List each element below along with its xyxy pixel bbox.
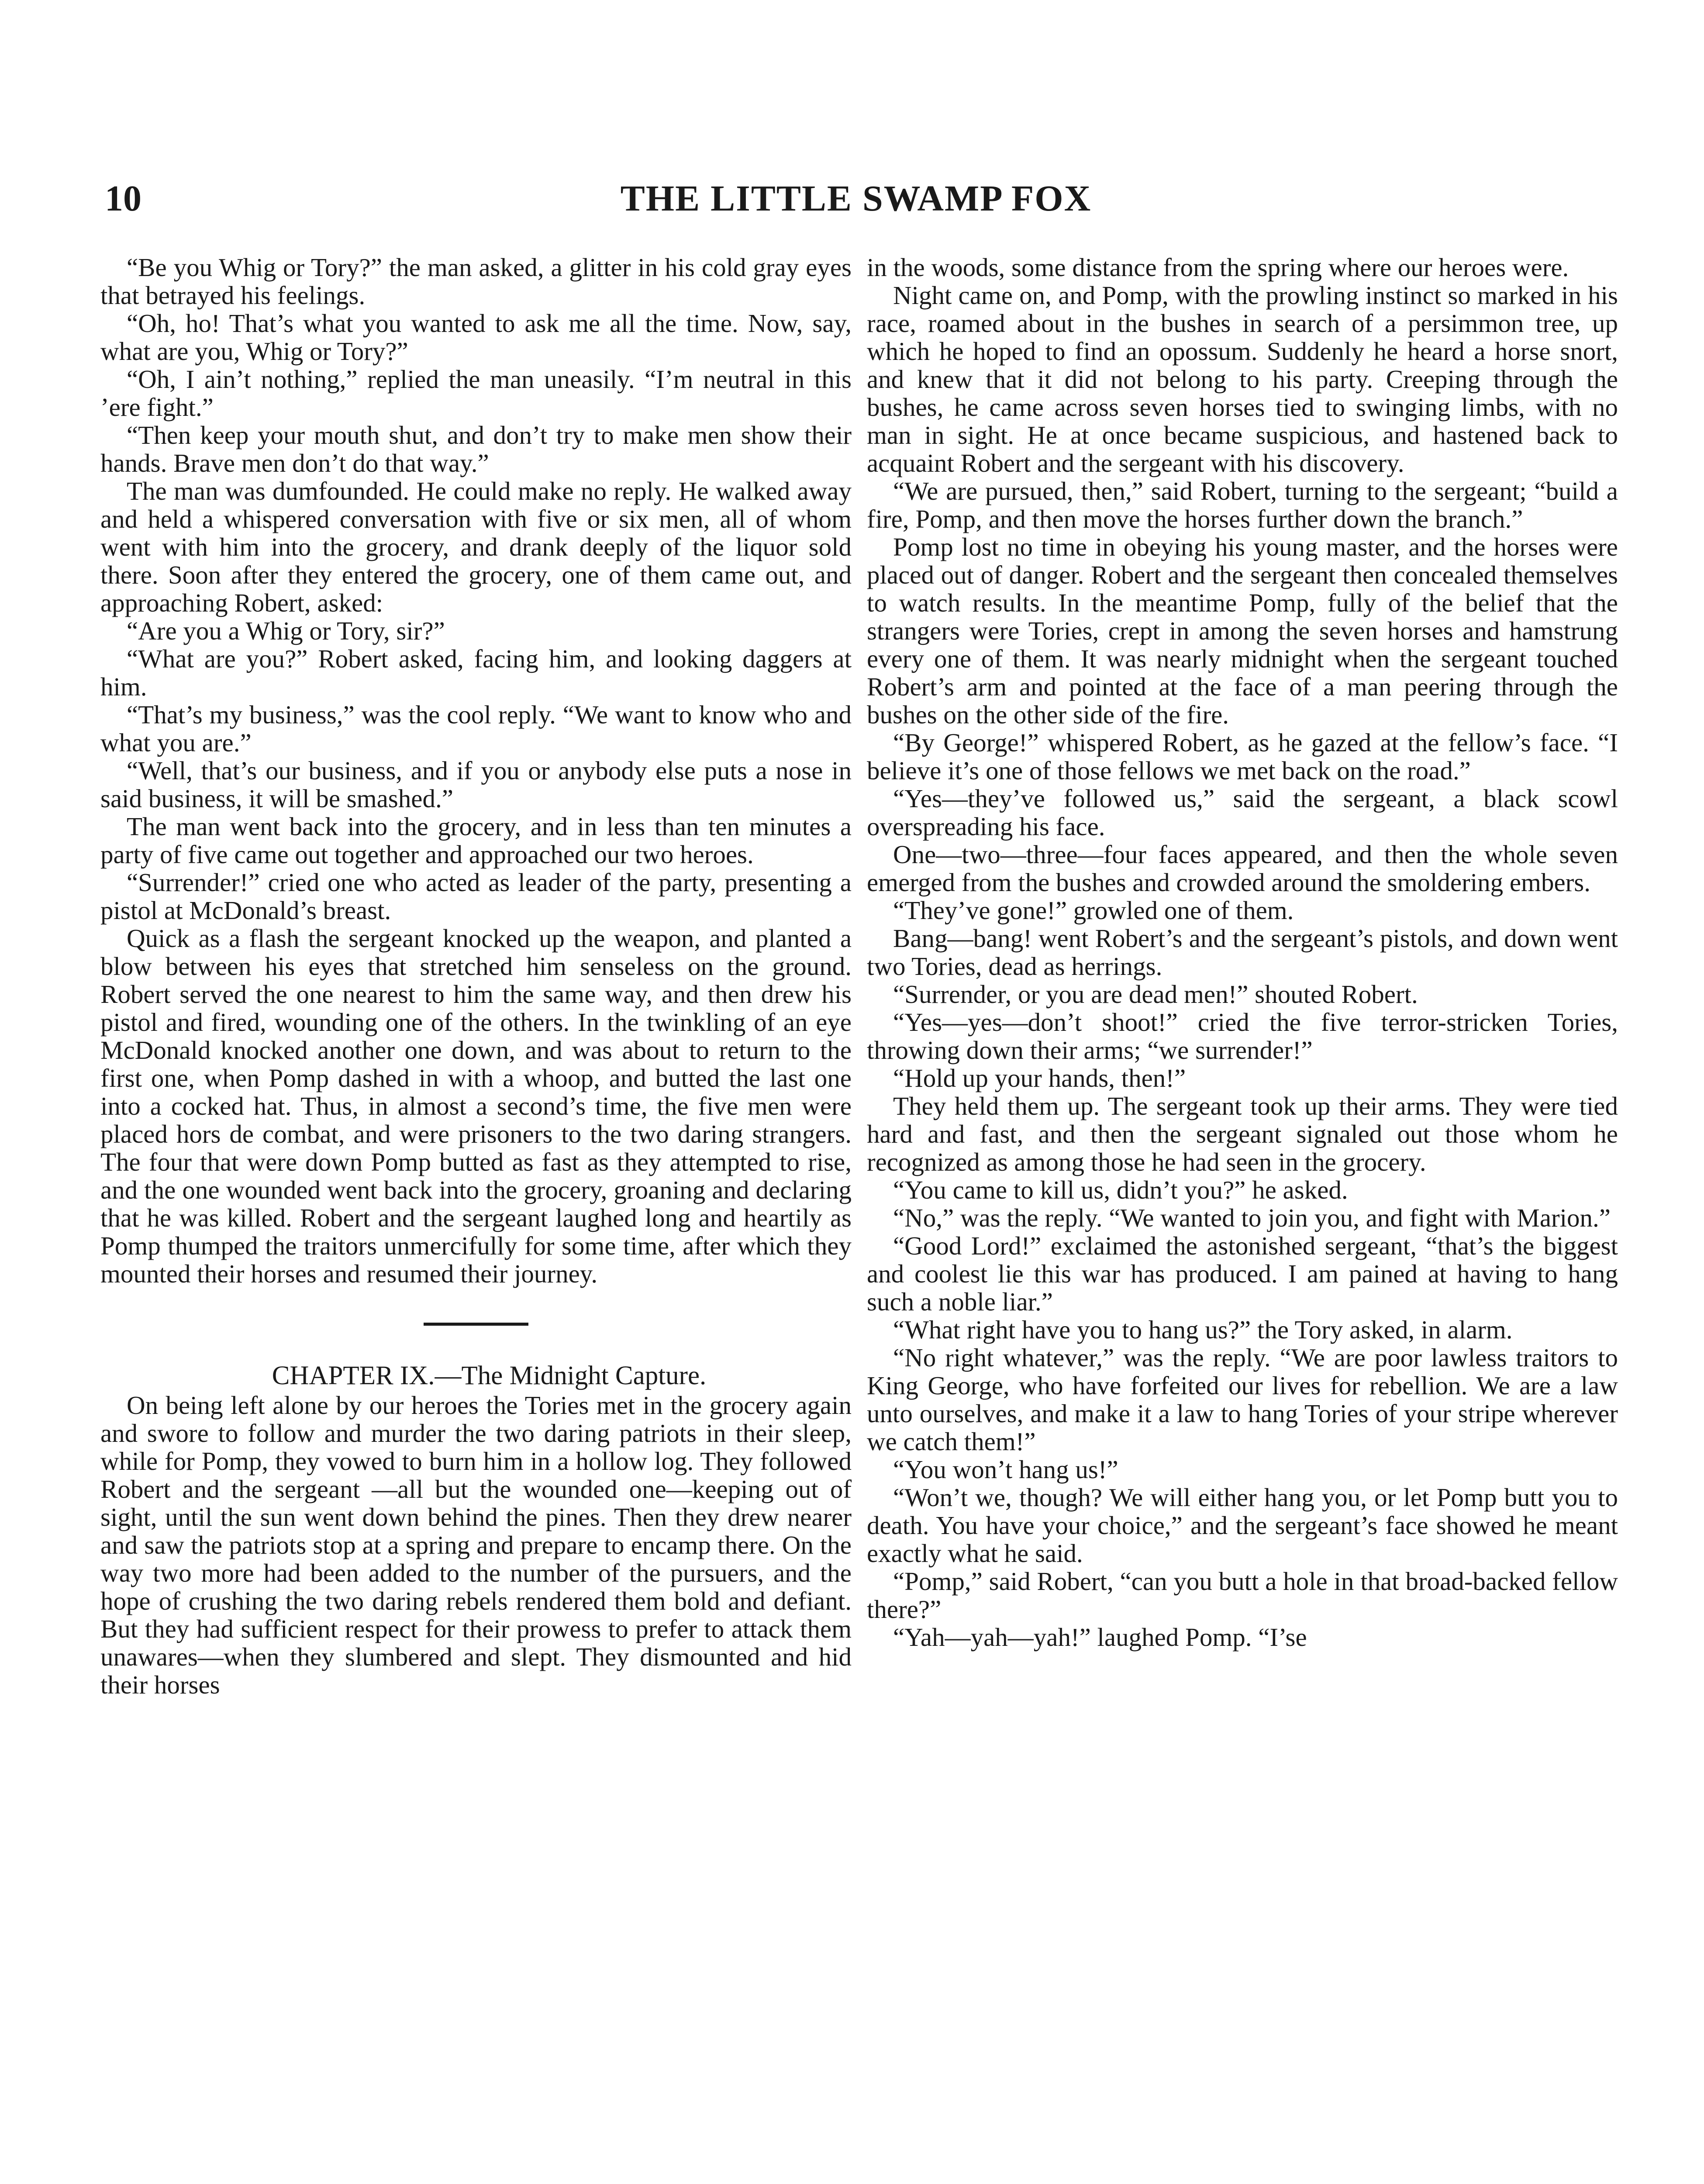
paragraph: “Oh, I ain’t nothing,” replied the man uneasily. “I’m neutral in this ’ere fight.” — [100, 365, 852, 422]
page-header — [105, 175, 1607, 223]
right-column — [867, 253, 1618, 1651]
paragraph: On being left alone by our heroes the Tories met in the grocery again and swore to follow and murder the two daring patriots in their sleep, while for Pomp, they vowed to burn him in a hollow log. They followed Robert and the sergeant —all but the wounded one—keeping out of sight, until the sun went down behind the pines. Then they drew nearer and saw the patriots stop at a spring and prepare to encamp there. On the way two more had been added to the number of the pursuers, and the hope of crushing the two daring rebels rendered them bold and defiant. But they had sufficient respect for their prowess to prefer to attack them unawares—when they slumbered and slept. They dismounted and hid their horses — [100, 1391, 852, 1699]
paragraph: “Hold up your hands, then!” — [893, 1064, 1186, 1092]
paragraph: “Are you a Whig or Tory, sir?” — [127, 616, 445, 645]
paragraph: in the woods, some distance from the spring where our heroes were. — [867, 253, 1569, 282]
paragraph: “No right whatever,” was the reply. “We are poor lawless traitors to King George, who have forfeited our lives for rebellion. We are a law unto ourselves, and make it a law to hang Tories of your stripe wherever we catch them!” — [867, 1343, 1618, 1456]
paragraph: “Won’t we, though? We will either hang you, or let Pomp butt you to death. You have your choice,” and the sergeant’s face showed he meant exactly what he said. — [867, 1483, 1618, 1568]
paragraph: “Surrender, or you are dead men!” shouted Robert. — [893, 980, 1418, 1009]
page-number: 10 — [105, 178, 141, 219]
paragraph: “What right have you to hang us?” the Tory asked, in alarm. — [893, 1315, 1513, 1344]
paragraph: “By George!” whispered Robert, as he gazed at the fellow’s face. “I believe it’s one of those fellows we met back on the road.” — [867, 728, 1618, 785]
running-title: THE LITTLE SWAMP FOX — [620, 178, 1092, 219]
paragraph: “Yes—yes—don’t shoot!” cried the five terror-stricken Tories, throwing down their arms; “we surrender!” — [867, 1008, 1618, 1064]
paragraph: Bang—bang! went Robert’s and the sergeant’s pistols, and down went two Tories, dead as herrings. — [867, 924, 1618, 981]
chapter-heading: CHAPTER IX.—The Midnight Capture. — [272, 1361, 707, 1390]
paragraph: “That’s my business,” was the cool reply. “We want to know who and what you are.” — [100, 700, 852, 757]
paragraph: The man was dumfounded. He could make no reply. He walked away and held a whispered conversation with five or six men, all of whom went with him into the grocery, and drank deeply of the liquor sold there. Soon after they entered the grocery, one of them came out, and approaching Robert, asked: — [100, 477, 852, 617]
left-column — [100, 253, 852, 1699]
chapter-divider-rule — [424, 1323, 528, 1326]
paragraph: Quick as a flash the sergeant knocked up the weapon, and planted a blow between his eyes that stretched him senseless on the ground. Robert served the one nearest to him the same way, and then drew his pistol and fired, wounding one of the others. In the twinkling of an eye McDonald knocked another one down, and was about to return to the first one, when Pomp dashed in with a whoop, and butted the last one into a cocked hat. Thus, in almost a second’s time, the five men were placed hors de combat, and were prisoners to the two daring strangers. The four that were down Pomp butted as fast as they attempted to rise, and the one wounded went back into the grocery, groaning and declaring that he was killed. Robert and the sergeant laughed long and heartily as Pomp thumped the traitors unmercifully for some time, after which they mounted their horses and resumed their journey. — [100, 924, 852, 1288]
paragraph: “Be you Whig or Tory?” the man asked, a glitter in his cold gray eyes that betrayed his feelings. — [100, 253, 852, 310]
paragraph: They held them up. The sergeant took up their arms. They were tied hard and fast, and then the sergeant signaled out those whom he recognized as among those he had seen in the grocery. — [867, 1092, 1618, 1176]
paragraph: “Pomp,” said Robert, “can you butt a hole in that broad-backed fellow there?” — [867, 1567, 1618, 1624]
paragraph: “You came to kill us, didn’t you?” he asked. — [893, 1175, 1348, 1204]
paragraph: “You won’t hang us!” — [893, 1455, 1118, 1484]
paragraph: “Surrender!” cried one who acted as leader of the party, presenting a pistol at McDonald’s breast. — [100, 868, 852, 925]
paragraph: “We are pursued, then,” said Robert, turning to the sergeant; “build a fire, Pomp, and then move the horses further down the branch.” — [867, 477, 1618, 533]
paragraph: “Good Lord!” exclaimed the astonished sergeant, “that’s the biggest and coolest lie this war has produced. I am pained at having to hang such a noble liar.” — [867, 1231, 1618, 1316]
paragraph: “Well, that’s our business, and if you or anybody else puts a nose in said business, it will be smashed.” — [100, 756, 852, 813]
paragraph: “Then keep your mouth shut, and don’t try to make men show their hands. Brave men don’t do that way.” — [100, 421, 852, 477]
paragraph: “Oh, ho! That’s what you wanted to ask me all the time. Now, say, what are you, Whig or Tory?” — [100, 309, 852, 366]
paragraph: “What are you?” Robert asked, facing him, and looking daggers at him. — [100, 644, 852, 701]
paragraph: The man went back into the grocery, and in less than ten minutes a party of five came out together and approached our two heroes. — [100, 812, 852, 869]
paragraph: “Yah—yah—yah!” laughed Pomp. “I’se — [893, 1623, 1307, 1652]
paragraph: One—two—three—four faces appeared, and then the whole seven emerged from the bushes and crowded around the smoldering embers. — [867, 840, 1618, 897]
paragraph: “No,” was the reply. “We wanted to join you, and fight with Marion.” — [893, 1203, 1611, 1232]
paragraph: Night came on, and Pomp, with the prowling instinct so marked in his race, roamed about in the bushes in search of a persimmon tree, up which he hoped to find an opossum. Suddenly he heard a horse snort, and knew that it did not belong to his party. Creeping through the bushes, he came across seven horses tied to swinging limbs, with no man in sight. He at once became suspicious, and hastened back to acquaint Robert and the sergeant with his discovery. — [867, 281, 1618, 477]
paragraph: “Yes—they’ve followed us,” said the sergeant, a black scowl overspreading his face. — [867, 784, 1618, 841]
paragraph: “They’ve gone!” growled one of them. — [893, 896, 1294, 925]
paragraph: Pomp lost no time in obeying his young master, and the horses were placed out of danger. Robert and the sergeant then concealed themselves to watch results. In the meantime Pomp, fully of the belief that the strangers were Tories, crept in among the seven horses and hamstrung every one of them. It was nearly midnight when the sergeant touched Robert’s arm and pointed at the face of a man peering through the bushes on the other side of the fire. — [867, 532, 1618, 729]
